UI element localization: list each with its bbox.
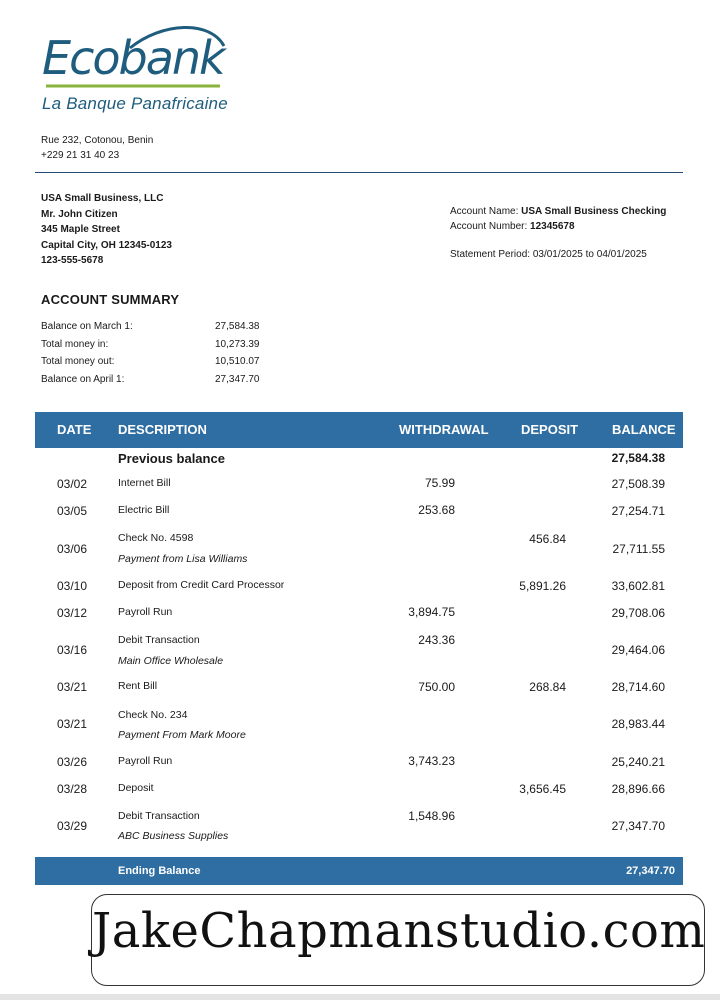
summary-label: Balance on March 1: bbox=[41, 321, 133, 332]
summary-label: Total money in: bbox=[41, 338, 109, 350]
summary-value: 27,584.38 bbox=[215, 321, 260, 332]
row-withdrawal: 253.68 bbox=[418, 503, 455, 517]
customer-city: Capital City, OH 12345-0123 bbox=[41, 239, 172, 251]
bank-name: Ecobank bbox=[42, 31, 224, 85]
row-deposit: 3,656.45 bbox=[519, 782, 566, 796]
row-date: 03/16 bbox=[57, 643, 88, 657]
bank-address: Rue 232, Cotonou, Benin bbox=[41, 135, 154, 146]
ending-balance-label: Ending Balance bbox=[118, 865, 201, 877]
summary-value: 10,273.39 bbox=[215, 338, 260, 350]
previous-balance-value: 27,584.38 bbox=[611, 451, 665, 465]
customer-contact: Mr. John Citizen bbox=[41, 208, 118, 220]
watermark-text: JakeChapmanstudio.com bbox=[92, 903, 706, 959]
header-date: DATE bbox=[57, 422, 92, 437]
row-balance: 28,896.66 bbox=[611, 782, 665, 796]
row-date: 03/26 bbox=[57, 755, 88, 769]
ending-balance-value: 27,347.70 bbox=[626, 865, 675, 877]
row-deposit: 456.84 bbox=[529, 532, 566, 546]
row-withdrawal: 3,743.23 bbox=[408, 754, 455, 768]
header-withdrawal: WITHDRAWAL bbox=[399, 422, 489, 437]
row-subdescription: Payment From Mark Moore bbox=[118, 729, 246, 741]
row-subdescription: Main Office Wholesale bbox=[118, 655, 224, 667]
account-name-label: Account Name: bbox=[450, 206, 519, 217]
summary-row bbox=[41, 339, 275, 357]
previous-balance-label: Previous balance bbox=[118, 451, 225, 466]
row-description: Deposit bbox=[118, 782, 154, 794]
row-withdrawal: 750.00 bbox=[418, 680, 455, 694]
row-balance: 27,711.55 bbox=[612, 542, 665, 556]
row-deposit: 5,891.26 bbox=[519, 579, 566, 593]
transactions-header bbox=[35, 412, 683, 448]
row-balance: 28,983.44 bbox=[611, 717, 665, 731]
row-balance: 27,347.70 bbox=[611, 819, 665, 833]
row-subdescription: Payment from Lisa Williams bbox=[118, 553, 248, 565]
summary-label: Balance on April 1: bbox=[41, 373, 125, 385]
summary-label: Total money out: bbox=[41, 356, 115, 368]
header-description: DESCRIPTION bbox=[118, 422, 207, 437]
row-date: 03/28 bbox=[57, 782, 88, 796]
summary-value: 10,510.07 bbox=[215, 356, 260, 368]
bank-phone: +229 21 31 40 23 bbox=[41, 150, 120, 161]
row-date: 03/21 bbox=[57, 717, 88, 731]
row-withdrawal: 75.99 bbox=[424, 476, 455, 490]
customer-company: USA Small Business, LLC bbox=[41, 193, 164, 204]
customer-street: 345 Maple Street bbox=[41, 224, 120, 236]
summary-row bbox=[41, 321, 275, 339]
row-withdrawal: 3,894.75 bbox=[408, 605, 455, 619]
row-date: 03/10 bbox=[57, 579, 88, 593]
row-description: Payroll Run bbox=[118, 606, 173, 618]
account-number-line bbox=[450, 219, 666, 234]
row-deposit: 268.84 bbox=[529, 680, 566, 694]
row-balance: 28,714.60 bbox=[611, 680, 665, 694]
row-description: Rent Bill bbox=[118, 680, 158, 692]
row-withdrawal: 243.36 bbox=[418, 633, 455, 647]
page-bottom-edge bbox=[0, 994, 720, 1000]
header-deposit: DEPOSIT bbox=[521, 422, 579, 437]
row-description: Check No. 4598 bbox=[118, 532, 194, 544]
header-balance: BALANCE bbox=[612, 422, 676, 437]
row-date: 03/05 bbox=[57, 504, 88, 518]
row-balance: 27,508.39 bbox=[611, 477, 665, 491]
row-withdrawal: 1,548.96 bbox=[408, 809, 455, 823]
statement-period: Statement Period: 03/01/2025 to 04/01/2025 bbox=[450, 249, 647, 260]
row-balance: 27,254.71 bbox=[611, 504, 665, 518]
account-number-value: 12345678 bbox=[530, 221, 575, 232]
row-description: Debit Transaction bbox=[118, 810, 200, 822]
row-description: Check No. 234 bbox=[118, 709, 188, 721]
row-date: 03/29 bbox=[57, 819, 88, 833]
row-balance: 29,708.06 bbox=[611, 606, 665, 620]
account-info bbox=[450, 204, 666, 234]
account-number-label: Account Number: bbox=[450, 221, 528, 232]
ending-balance-row bbox=[35, 857, 683, 885]
customer-address-block bbox=[41, 191, 172, 269]
row-description: Debit Transaction bbox=[118, 634, 200, 646]
summary-row bbox=[41, 374, 275, 392]
header-divider bbox=[35, 172, 683, 173]
row-subdescription: ABC Business Supplies bbox=[118, 830, 229, 842]
row-date: 03/02 bbox=[57, 477, 88, 491]
row-date: 03/06 bbox=[57, 542, 88, 556]
row-description: Payroll Run bbox=[118, 755, 173, 767]
row-description: Electric Bill bbox=[118, 504, 170, 516]
bank-tagline: La Banque Panafricaine bbox=[42, 94, 228, 113]
watermark-banner bbox=[91, 894, 705, 986]
account-name-value: USA Small Business Checking bbox=[521, 206, 667, 217]
summary-value: 27,347.70 bbox=[215, 373, 260, 385]
account-summary bbox=[41, 321, 275, 391]
row-date: 03/21 bbox=[57, 680, 88, 694]
bank-address-block bbox=[41, 133, 153, 163]
row-balance: 33,602.81 bbox=[611, 579, 665, 593]
row-date: 03/12 bbox=[57, 606, 88, 620]
summary-title: ACCOUNT SUMMARY bbox=[41, 292, 180, 307]
account-name-line bbox=[450, 204, 666, 219]
customer-phone: 123-555-5678 bbox=[41, 255, 104, 267]
row-description: Deposit from Credit Card Processor bbox=[118, 579, 285, 591]
row-description: Internet Bill bbox=[118, 477, 171, 489]
row-balance: 25,240.21 bbox=[611, 755, 665, 769]
bank-logo bbox=[42, 26, 242, 126]
summary-row bbox=[41, 356, 275, 374]
row-balance: 29,464.06 bbox=[611, 643, 665, 657]
